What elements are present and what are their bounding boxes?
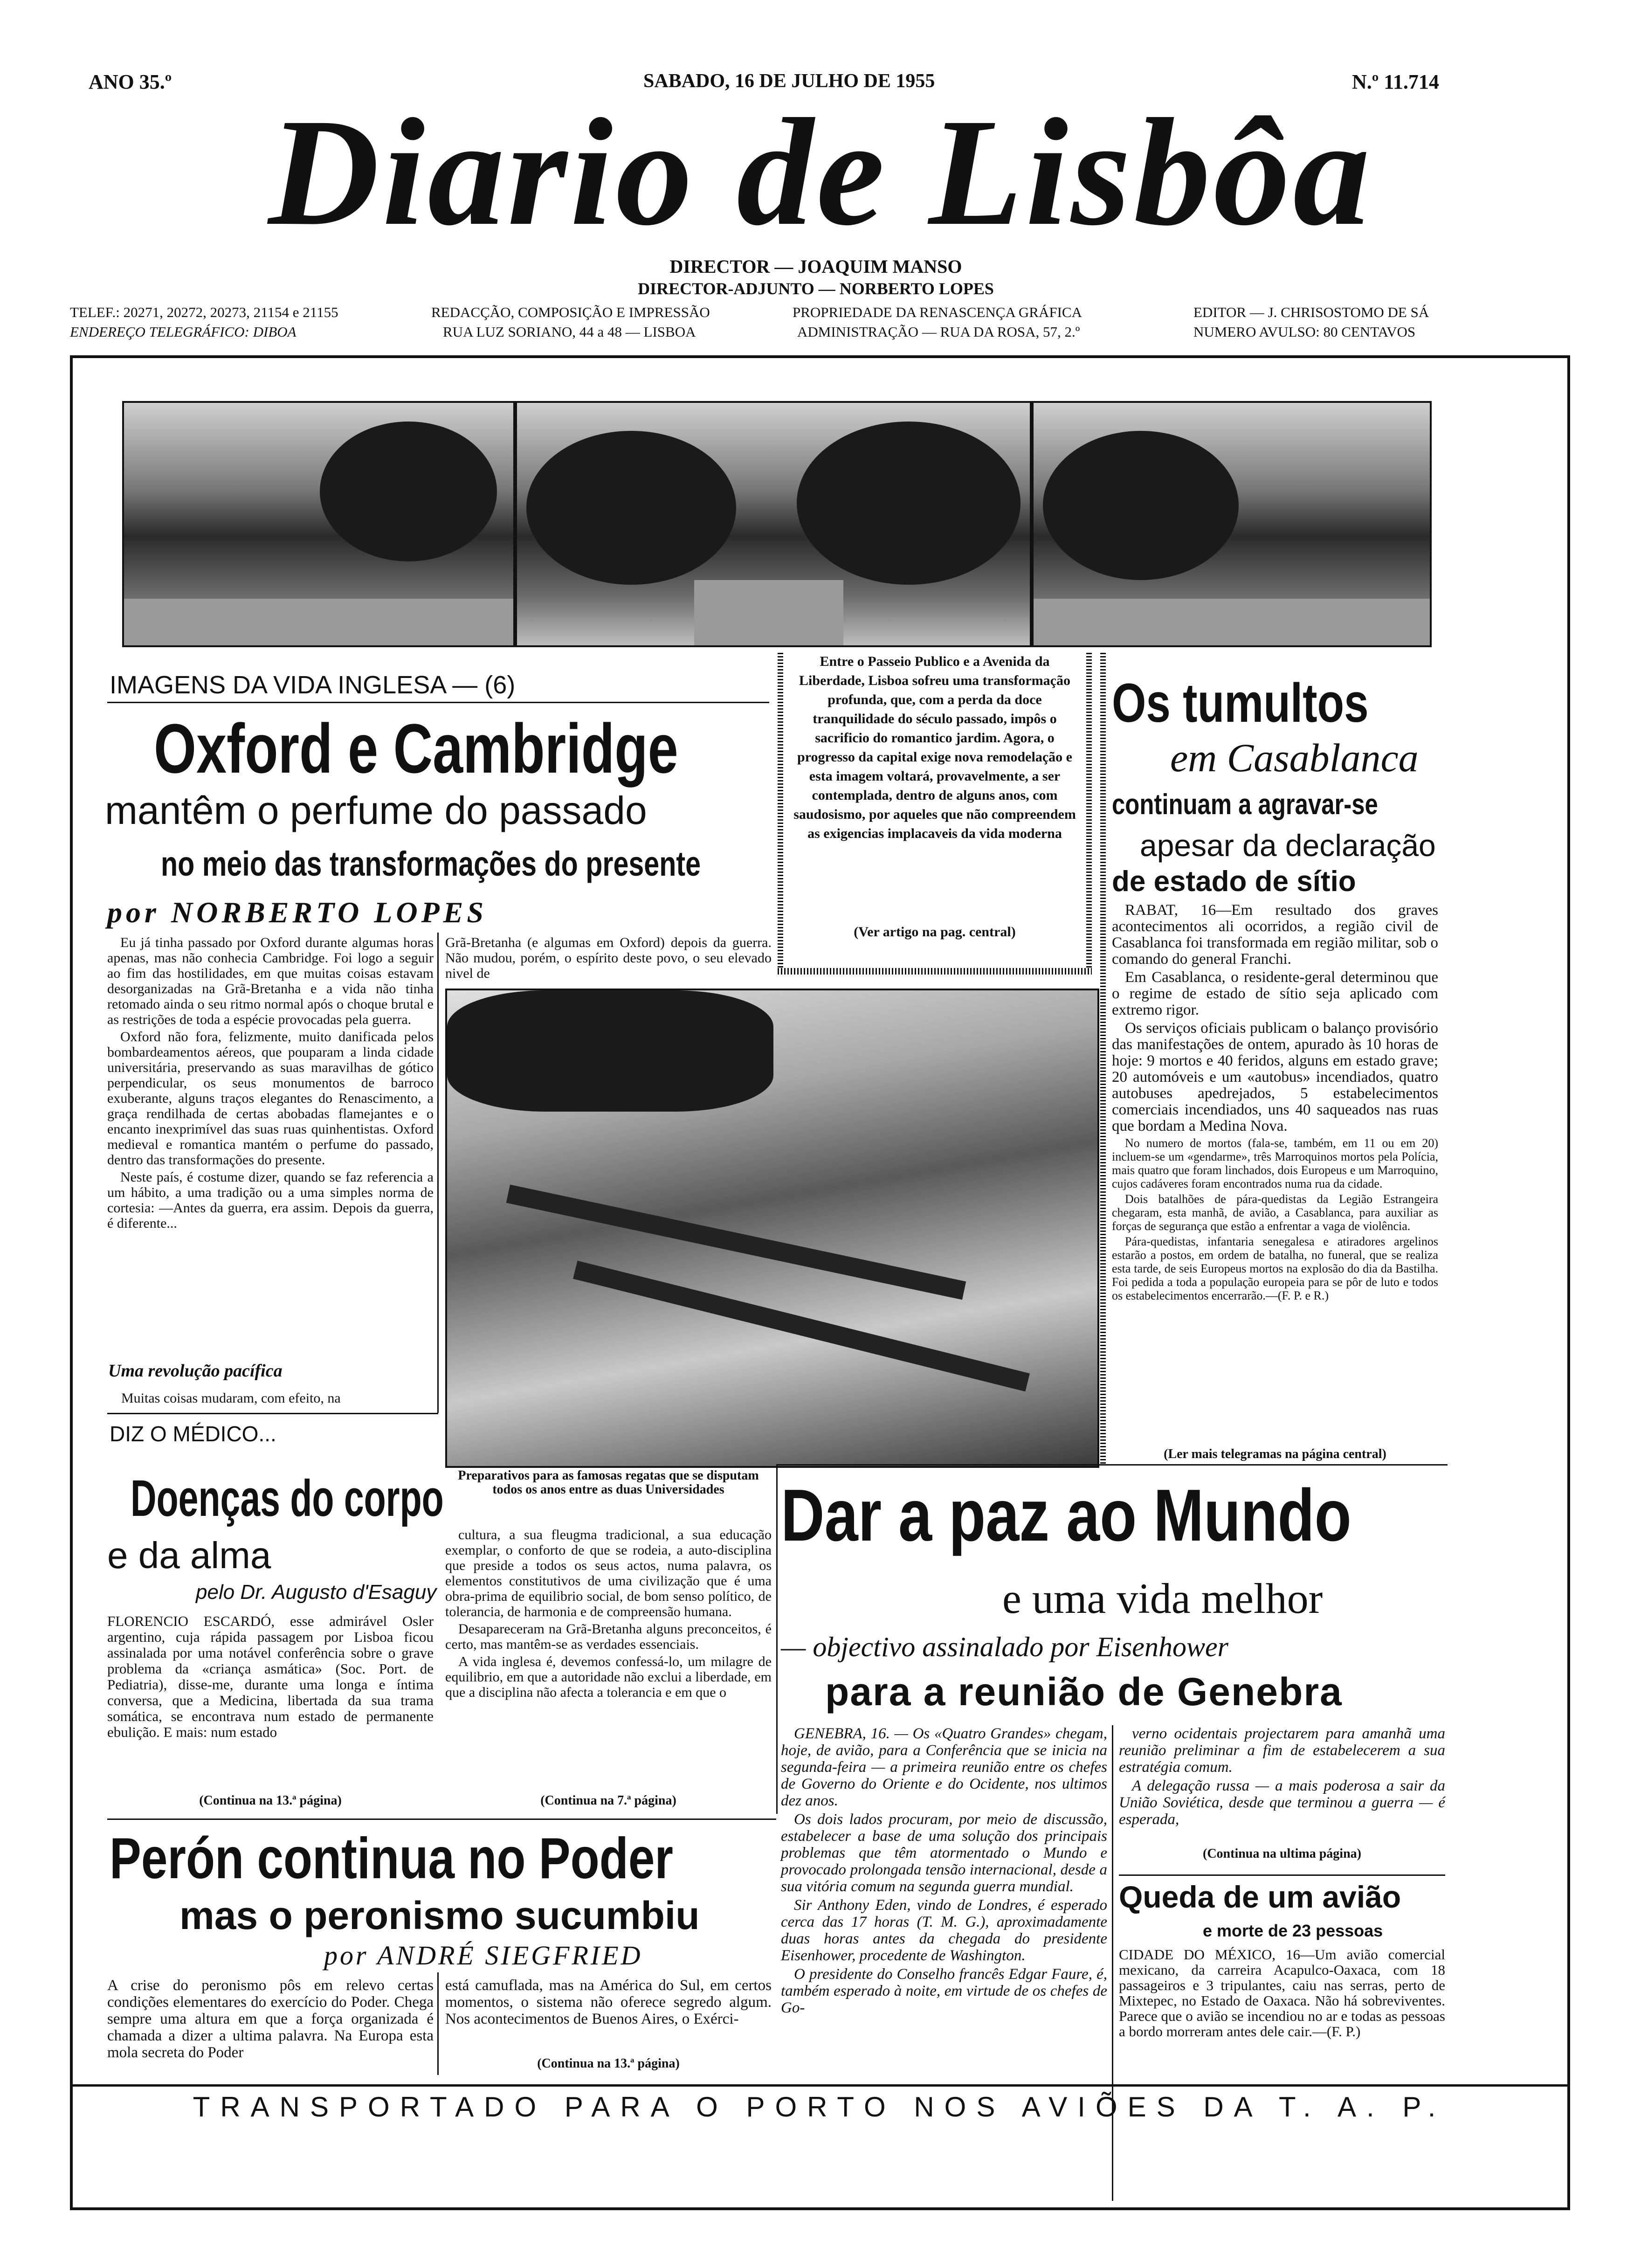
oxford-continua: (Continua na 7.ª página) [540,1793,676,1808]
paragraph: GENEBRA, 16. — Os «Quatro Grandes» chegam, hoje, de avião, para a Conferência que se inicia na segunda-feira — a primeira reunião entre os chefes de Governo do Oriente e do Ocidente, nos ultimos dez anos. [781,1725,1107,1809]
doencas-body: FLORENCIO ESCARDÓ, esse admirável Osler argentino, cuja rápida passagem por Lisboa ficou assinalada por uma notável conferência sobre o grave problema da «criança asmática» (Soc. Port. de Pediatria), disse-me, durante uma longa e íntima conversa, que a Medicina, libertada da sua trama somática, se encontrava num estado de permanente ebulição. E mais: num estado [107,1613,434,1740]
price: NUMERO AVULSO: 80 CENTAVOS [1193,324,1416,340]
rule [107,702,769,703]
oxford-subhead-revolucao: Uma revolução pacífica [108,1361,283,1381]
newspaper-title: Diario de Lisbôa [268,87,1373,257]
tumultos-left-border [1100,653,1106,1464]
telegraph-address: ENDEREÇO TELEGRÁFICO: DIBOA [70,324,296,340]
rule [70,2084,1569,2087]
paragraph: Oxford não fora, felizmente, muito danificada pelos bombardeamentos aéreos, que pouparam a linda cidade universitária, preservando as suas maravilhas de gótico perpendicular, os seus monumentos de barroco exuberante, alguns traços elegantes do Renascimento, a graça rendilhada de certas abobadas flamejantes e o encanto inexprimível das suas ruas quinhentistas. Oxford medieval e romantica mantém o perfume do passado, dentro das transformações do presente. [107,1029,434,1168]
aviao-headline: Queda de um avião [1119,1880,1401,1914]
oxford-headline: Oxford e Cambridge [154,709,678,788]
issue-year: ANO 35.º [89,70,172,93]
paragraph: A delegação russa — a mais poderosa a sair da União Soviética, desde que terminou a guerra — é esperada, [1119,1777,1445,1828]
issue-number: N.º 11.714 [1352,70,1439,93]
paragraph: Os dois lados procuram, por meio de discussão, estabelecer a base de uma solução dos principais problemas que têm atormentado o Mundo e provocado prolongada tensão internacional, desde a sua vitória comum na segunda guerra mundial. [781,1811,1107,1895]
paragraph: O presidente do Conselho francês Edgar Faure, é, também esperado à noite, em virtude de os chefes de Go- [781,1966,1107,2016]
rule [107,1819,776,1820]
series-kicker: IMAGENS DA VIDA INGLESA — (6) [110,671,516,699]
oxford-column-1-tail: Muitas coisas mudaram, com efeito, na [121,1390,341,1406]
paragraph: Sir Anthony Eden, vindo de Londres, é esperado cerca das 17 horas (T. M. G.), aproximadamente duas horas antes da chegada do presidente Eisenhower, procedente de Washington. [781,1897,1107,1964]
address-luz-soriano: RUA LUZ SORIANO, 44 a 48 — LISBOA [443,324,696,340]
peron-column-1: A crise do peronismo pôs em relevo certas condições elementares do exercício do Poder. Chega sempre uma altura em que a força organizada é chamada a dizer a ultima palavra. Na Europa esta mola secreta do Poder [107,1977,434,2061]
paragraph: No numero de mortos (fala-se, também, em 11 ou em 20) incluem-se um «gendarme», três Marroquinos mortos pela Polícia, mais quatro que foram linchados, dois Europeus e um Marroquino, cujos cadáveres foram encontrados numa rua da cidade. [1112,1136,1438,1190]
caption-box-left-border [778,653,783,975]
rule [107,1413,438,1414]
oxford-column-3 [445,1527,772,1702]
regatta-photo-caption: Preparativos para as famosas regatas que se disputam todos os anos entre as duas Universidades [458,1468,759,1497]
column-rule [1112,1725,1113,2201]
peron-byline: por ANDRÉ SIEGFRIED [324,1940,643,1971]
caption-reference: (Ver artigo na pag. central) [854,924,1016,940]
paragraph: Os serviços oficiais publicam o balanço provisório das manifestações de ontem, apurado às 10 horas de hoje: 9 mortos e 40 feridos, alguns em estado grave; 20 automóveis e um «autobus» incendiados, quatro autobuses apedrejados, 5 estabelecimentos comerciais incendiados, uns 40 saqueados nas ruas que bordam a Medina Nova. [1112,1020,1438,1134]
paragraph: verno ocidentais projectarem para amanhã uma reunião preliminar a fim de estabelecerem a sua estratégia comum. [1119,1725,1445,1776]
doencas-continua: (Continua na 13.ª página) [199,1793,342,1808]
oxford-column-2: Grã-Bretanha (e algumas em Oxford) depois da guerra. Não mudou, porém, o espírito deste povo, o seu elevado nivel de [445,935,772,981]
paz-continua: (Continua na ultima página) [1203,1846,1361,1861]
column-rule [437,1972,439,2075]
doencas-byline: pelo Dr. Augusto d'Esaguy [196,1581,437,1604]
paragraph: A vida inglesa é, devemos confessá-lo, um milagre de equilibrio, em que a autoridade não exclui a liberdade, em que a disciplina não afecta a tolerancia e em que o [445,1654,772,1700]
caption-box-bottom-border [778,968,1092,975]
top-photo-caption: Entre o Passeio Publico e a Avenida da Liberdade, Lisboa sofreu uma transformação profunda, que, com a perda da doce tranquilidade do século passado, impôs o sacrificio do romantico jardim. Agora, o progresso da capital exige nova remodelação e esta imagem voltará, provavelmente, a ser contemplada, dentro de alguns anos, com saudosismo, por aqueles que não compreendem as exigencias implacaveis da vida moderna [793,654,1076,841]
caption-box-right-border [1086,653,1092,975]
paragraph: Neste país, é costume dizer, quando se faz referencia a um hábito, a uma tradição ou a uma simples norma de cortesia: —Antes da guerra, era assim. Depois da guerra, é diferente... [107,1169,434,1231]
tumultos-body [1112,902,1438,1304]
director-adjunto: DIRECTOR-ADJUNTO — NORBERTO LOPES [638,279,994,298]
tumultos-subhead-3: apesar da declaração [1140,828,1436,863]
tumultos-subhead-2: continuam a agravar-se [1112,788,1378,821]
peron-column-2: está camuflada, mas na América do Sul, em certos momentos, o sistema não oferece segredo algum. Nos acontecimentos de Buenos Aires, o Exérci- [445,1977,772,2027]
paz-column-1 [781,1725,1107,2018]
footer-slogan: TRANSPORTADO PARA O PORTO NOS AVIÕES DA T. A. P. [193,2091,1446,2123]
oxford-subhead-2: no meio das transformações do presente [161,844,701,883]
paragraph: Dois batalhões de pára-quedistas da Legião Estrangeira chegaram, esta manhã, de avião, a Casablanca, para auxiliar as forças de segurança que estão a enfrentar a vaga de violência. [1112,1192,1438,1233]
peron-headline: Perón continua no Poder [110,1826,673,1891]
paragraph: Em Casablanca, o residente-geral determinou que o regime de estado de sítio seja aplicado com extremo rigor. [1112,969,1438,1018]
paragraph: RABAT, 16—Em resultado dos graves acontecimentos ali ocorridos, a região civil de Casablanca foi transformada em região militar, sob o comando do general Franchi. [1112,902,1438,968]
tumultos-subhead-4: de estado de sítio [1112,865,1356,898]
rule [776,1464,1448,1466]
paragraph: cultura, a sua fleugma tradicional, a sua educação exemplar, o conforto de que se rodeia, a auto-disciplina que preside a todos os seus actos, numa palavra, os elementos constitutivos de uma civilização que é uma obra-prima de equilibrio social, de bom senso político, de tolerancia, de harmonia e de compreensão humana. [445,1527,772,1619]
paz-subhead-2: — objectivo assinalado por Eisenhower [781,1632,1228,1662]
doencas-headline: Doenças do corpo [131,1470,444,1527]
paz-headline: Dar a paz ao Mundo [781,1474,1351,1556]
telephones: TELEF.: 20271, 20272, 20273, 21154 e 21155 [70,304,338,320]
propriedade: PROPRIEDADE DA RENASCENÇA GRÁFICA [793,304,1082,320]
column-rule [776,1464,778,1814]
tumultos-subhead-1: em Casablanca [1170,735,1419,780]
paz-column-2 [1119,1725,1445,1830]
peron-continua: (Continua na 13.ª página) [537,2056,680,2071]
editor: EDITOR — J. CHRISOSTOMO DE SÁ [1193,304,1429,320]
rule [1119,1874,1445,1876]
top-photo-right [1032,401,1432,647]
paragraph: Eu já tinha passado por Oxford durante algumas horas apenas, mas não conhecia Cambridge. Foi logo a seguir ao fim das hostilidades, em que muitas coisas estavam desorganizadas na Grã-Bretanha e a vida não tinha retomado ainda o seu ritmo normal após o choque brutal e as restrições de toda a espécie provocadas pela guerra. [107,935,434,1027]
doencas-kicker: DIZ O MÉDICO... [110,1422,276,1446]
paragraph: Desapareceram na Grã-Bretanha alguns preconceitos, é certo, mas mantêm-se as verdades essenciais. [445,1621,772,1652]
paz-subhead-1: e uma vida melhor [1002,1575,1323,1622]
oxford-subhead-1: mantêm o perfume do passado [105,788,647,832]
paz-subhead-3: para a reunião de Genebra [825,1670,1343,1714]
tumultos-reference: (Ler mais telegramas na página central) [1164,1447,1386,1461]
aviao-subhead: e morte de 23 pessoas [1203,1921,1383,1940]
oxford-column-1 [107,935,434,1233]
paragraph: Pára-quedistas, infantaria senegalesa e atiradores argelinos estarão a postos, em ordem de batalha, no funeral, que se realiza esta tarde, de seis Europeus mortos na explosão do dia da Bastilha. Foi pedida a toda a população europeia para se pôr de luto e todos os estabelecimentos encerrarão.—(F. P. e R.) [1112,1235,1438,1302]
doencas-subhead: e da alma [107,1535,271,1576]
peron-subhead: mas o peronismo sucumbiu [179,1894,700,1937]
regatta-photo [445,989,1099,1468]
issue-date: SABADO, 16 DE JULHO DE 1955 [643,70,935,92]
administracao: ADMINISTRAÇÃO — RUA DA ROSA, 57, 2.º [797,324,1080,340]
tumultos-headline: Os tumultos [1112,672,1369,734]
column-rule [437,933,439,1413]
top-photo-left [122,401,515,647]
top-photo-center [515,401,1032,647]
director: DIRECTOR — JOAQUIM MANSO [669,256,962,277]
redaccao: REDACÇÃO, COMPOSIÇÃO E IMPRESSÃO [431,304,710,320]
aviao-body: CIDADE DO MÉXICO, 16—Um avião comercial mexicano, da carreira Acapulco-Oaxaca, com 18 passageiros e 3 tripulantes, caiu nas serras, perto de Mixtepec, no Estado de Oaxaca. Não há sobreviventes. Parece que o avião se incendiou no ar e todas as pessoas a bordo morreram antes dele cair.—(F. P.) [1119,1946,1445,2040]
oxford-byline: por NORBERTO LOPES [107,896,487,929]
